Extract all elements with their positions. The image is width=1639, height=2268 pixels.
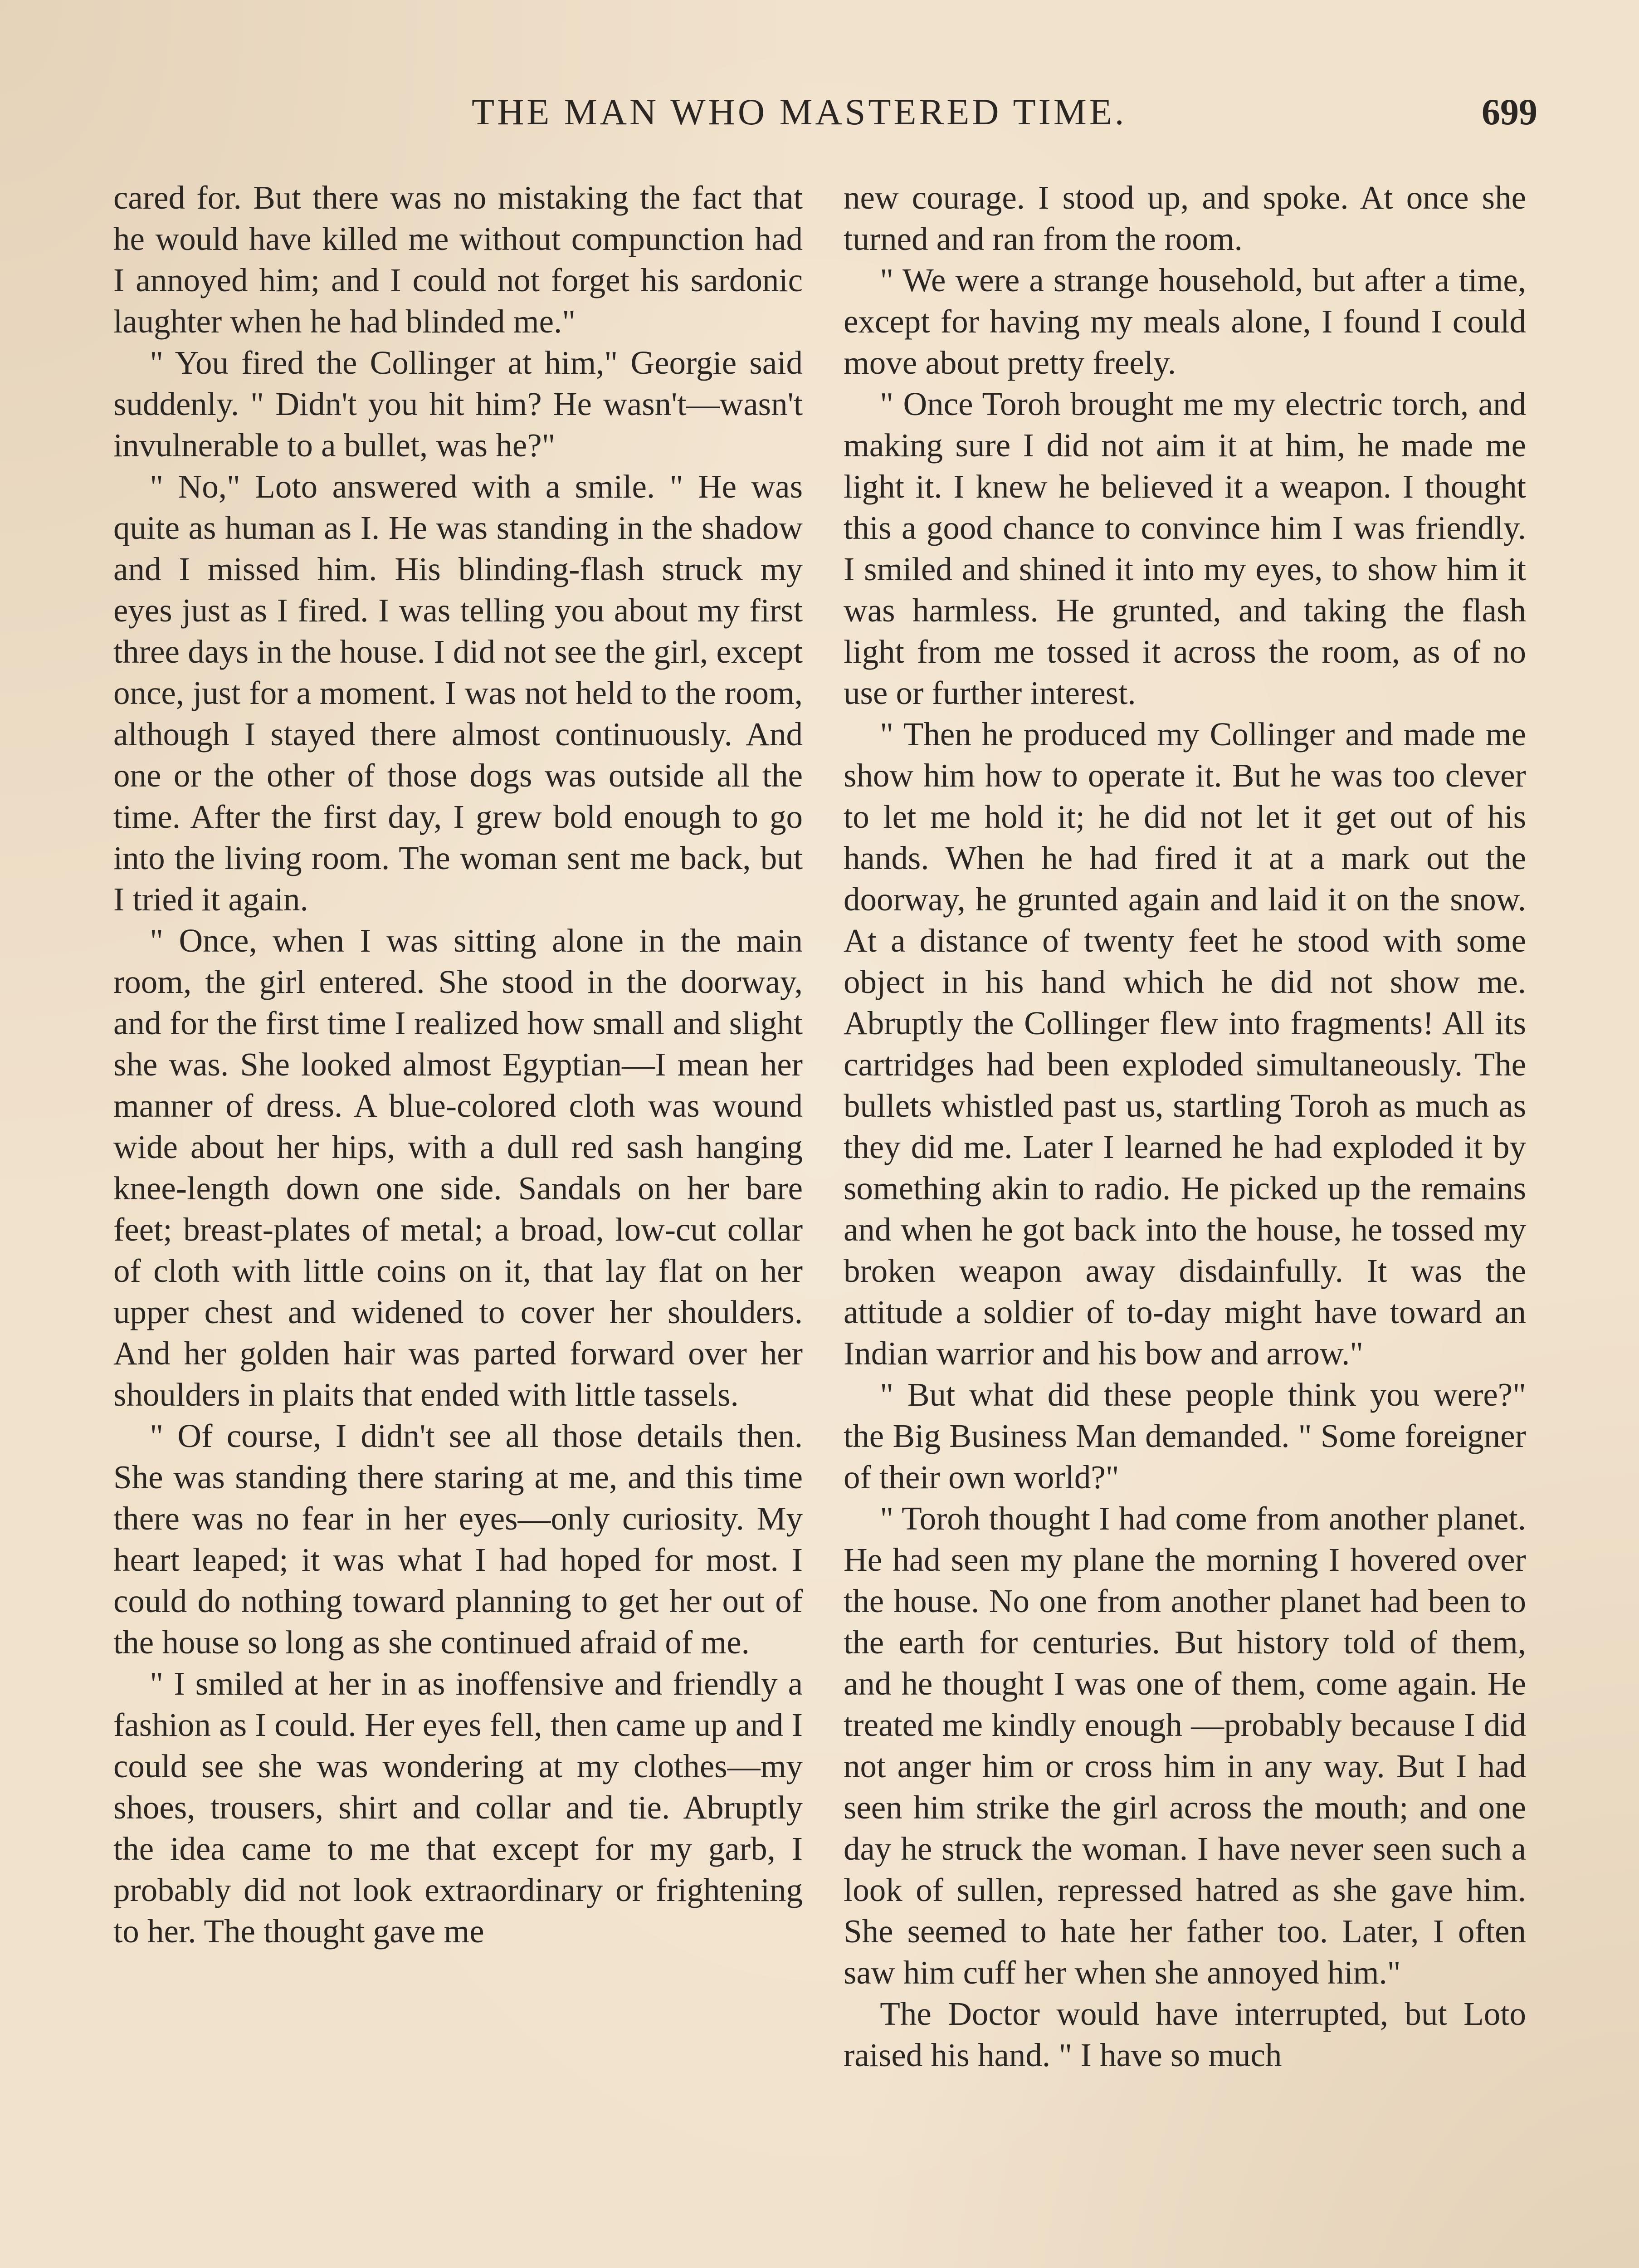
paragraph: The Doctor would have interrupted, but Loto raised his hand. " I have so much — [844, 1995, 1526, 2073]
page-header — [472, 91, 1537, 150]
left-column — [113, 177, 803, 2268]
paragraph: " Then he produced my Collinger and made me show him how to operate it. But he was too clever to let me hold it; he did not let it get out of his hands. When he had fired it at a mark out the doorway, he grunted again and laid it on the snow. At a distance of twenty feet he stood with some object in his hand which he did not show me. Abruptly the Collinger flew into fragments! All its cartridges had been exploded simultaneously. The bullets whistled past us, startling Toroh as much as they did me. Later I learned he had exploded it by something akin to radio. He picked up the remains and when he got back into the house, he tossed my broken weapon away disdainfully. It was the attitude a soldier of to-day might have toward an Indian warrior and his bow and arrow." — [844, 716, 1526, 1372]
paragraph: cared for. But there was no mistaking the fact that he would have killed me without compunction had I annoyed him; and I could not forget his sardonic laughter when he had blinded me." — [113, 179, 803, 340]
paragraph: new courage. I stood up, and spoke. At once she turned and ran from the room. — [844, 179, 1526, 257]
paragraph: " I smiled at her in as inoffensive and friendly a fashion as I could. Her eyes fell, then came up and I could see she was wondering at my clothes—my shoes, trousers, shirt and collar and tie. Abruptly the idea came to me that except for my garb, I probably did not look extraordinary or frightening to her. The thought gave me — [113, 1665, 803, 1950]
paragraph: " We were a strange household, but after a time, except for having my meals alone, I found I could move about pretty freely. — [844, 262, 1526, 381]
paragraph: " No," Loto answered with a smile. " He was quite as human as I. He was standing in the shadow and I missed him. His blinding-flash struck my eyes just as I fired. I was telling you about my first three days in the house. I did not see the girl, except once, just for a moment. I was not held to the room, although I stayed there almost continuously. And one or the other of those dogs was outside all the time. After the first day, I grew bold enough to go into the living room. The woman sent me back, but I tried it again. — [113, 468, 803, 918]
page-number: 699 — [1482, 91, 1537, 132]
right-column — [844, 177, 1526, 2268]
paragraph: " Of course, I didn't see all those details then. She was standing there staring at me, and this time there was no fear in her eyes—only curiosity. My heart leaped; it was what I had hoped for most. I could do nothing toward planning to get her out of the house so long as she continued afraid of me. — [113, 1418, 803, 1661]
paragraph: " Once Toroh brought me my electric torch, and making sure I did not aim it at him, he made me light it. I knew he believed it a weapon. I thought this a good chance to convince him I was friendly. I smiled and shined it into my eyes, to show him it was harmless. He grunted, and taking the flash light from me tossed it across the room, as of no use or further interest. — [844, 386, 1526, 711]
running-title: THE MAN WHO MASTERED TIME. — [472, 91, 1127, 132]
paragraph: " Once, when I was sitting alone in the main room, the girl entered. She stood in the doorway, and for the first time I realized how small and slight she was. She looked almost Egyptian—I mean her manner of dress. A blue-colored cloth was wound wide about her hips, with a dull red sash hanging knee-length down one side. Sandals on her bare feet; breast-plates of metal; a broad, low-cut collar of cloth with little coins on it, that lay flat on her upper chest and widened to cover her shoulders. And her golden hair was parted forward over her shoulders in plaits that ended with little tassels. — [113, 922, 803, 1413]
paragraph: " But what did these people think you were?" the Big Business Man demanded. " Some foreigner of their own world?" — [844, 1376, 1526, 1496]
paragraph: " You fired the Collinger at him," Georgie said suddenly. " Didn't you hit him? He wasn't—wasn't invulnerable to a bullet, was he?" — [113, 344, 803, 464]
paragraph: " Toroh thought I had come from another planet. He had seen my plane the morning I hovered over the house. No one from another planet had been to the earth for centuries. But history told of them, and he thought I was one of them, come again. He treated me kindly enough —probably because I did not anger him or cross him in any way. But I had seen him strike the girl across the mouth; and one day he struck the woman. I have never seen such a look of sullen, repressed hatred as she gave him. She seemed to hate her father too. Later, I often saw him cuff her when she annoyed him." — [844, 1500, 1526, 1991]
